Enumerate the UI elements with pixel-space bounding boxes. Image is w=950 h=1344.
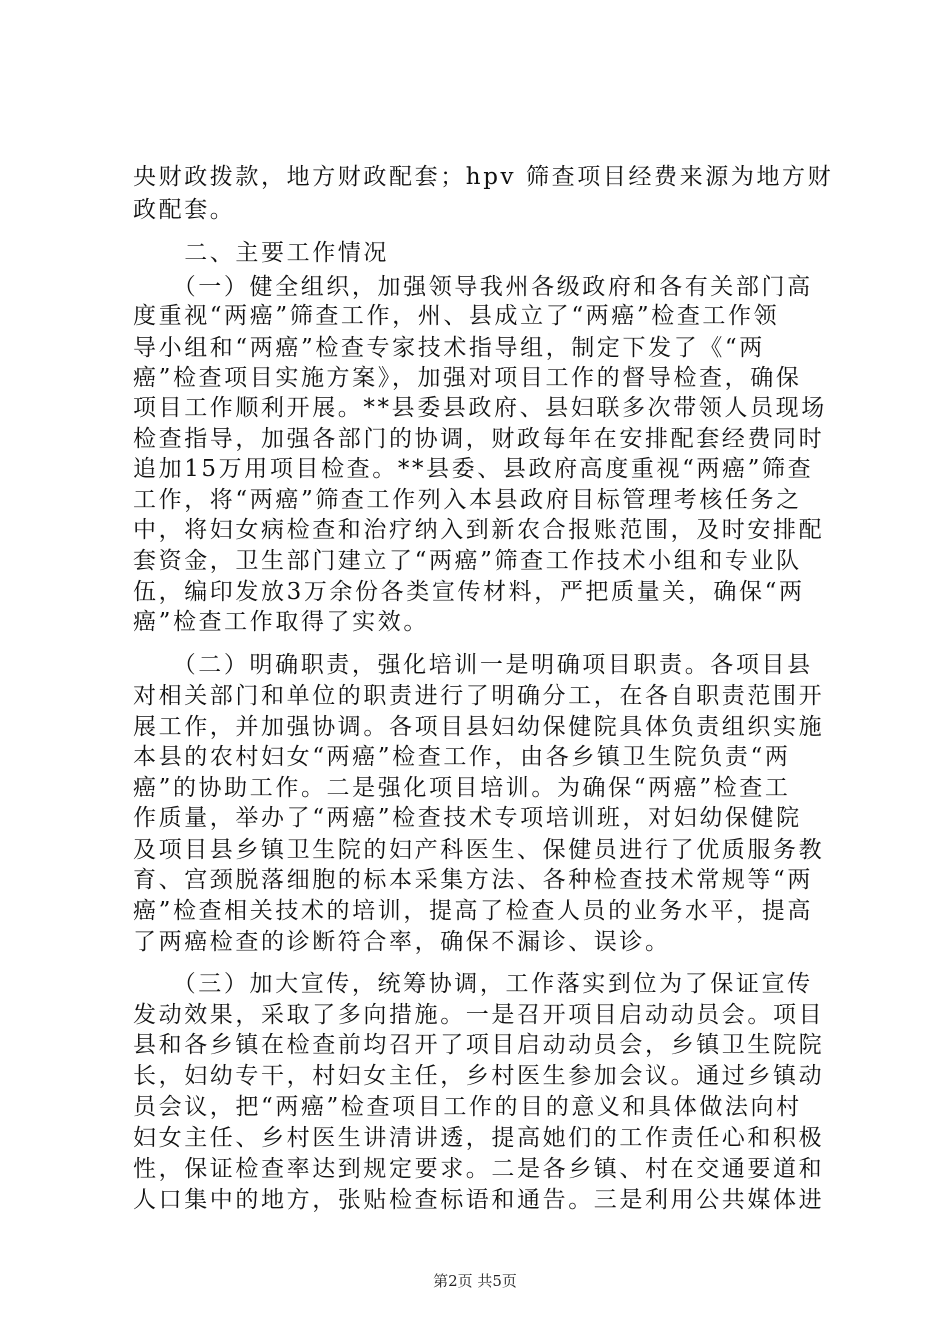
text-line: 性，保证检查率达到规定要求。二是各乡镇、村在交通要道和 <box>133 1156 825 1182</box>
text-line: 作质量，举办了“两癌”检查技术专项培训班，对妇幼保健院 <box>133 805 802 831</box>
text-line: 人口集中的地方，张贴检查标语和通告。三是利用公共媒体进 <box>133 1187 825 1213</box>
text-line: 中，将妇女病检查和治疗纳入到新农合报账范围，及时安排配 <box>133 517 825 543</box>
text-line: 癌”检查工作取得了实效。 <box>133 609 429 635</box>
page-footer: 第2页 共5页 <box>433 1272 517 1290</box>
text-line: 对相关部门和单位的职责进行了明确分工，在各自职责范围开 <box>133 683 825 709</box>
text-line: 及项目县乡镇卫生院的妇产科医生、保健员进行了优质服务教 <box>133 837 825 863</box>
text-line: 工作，将“两癌”筛查工作列入本县政府目标管理考核任务之 <box>133 487 802 513</box>
text-line: （一）健全组织，加强领导我州各级政府和各有关部门高 <box>133 274 813 300</box>
text-line: 度重视“两癌”筛查工作，州、县成立了“两癌”检查工作领 <box>133 303 780 329</box>
text-line: 癌”检查项目实施方案》，加强对项目工作的督导检查，确保 <box>133 365 802 391</box>
text-line: 妇女主任、乡村医生讲清讲透，提高她们的工作责任心和积极 <box>133 1125 825 1151</box>
text-line: 展工作，并加强协调。各项目县妇幼保健院具体负责组织实施 <box>133 714 825 740</box>
text-line: （二）明确职责，强化培训一是明确项目职责。各项目县 <box>133 652 813 678</box>
text-line: 癌”检查相关技术的培训，提高了检查人员的业务水平，提高 <box>133 898 813 924</box>
text-line: 项目工作顺利开展。**县委县政府、县妇联多次带领人员现场 <box>133 395 827 421</box>
text-line: 二、主要工作情况 <box>133 240 389 266</box>
text-line: 员会议，把“两癌”检查项目工作的目的意义和具体做法向村 <box>133 1094 802 1120</box>
text-line: 了两癌检查的诊断符合率，确保不漏诊、误诊。 <box>133 929 671 955</box>
text-line: 育、宫颈脱落细胞的标本采集方法、各种检查技术常规等“两 <box>133 867 813 893</box>
text-line: 伍，编印发放3万余份各类宣传材料，严把质量关，确保“两 <box>133 579 805 605</box>
text-line: 政配套。 <box>133 197 236 223</box>
text-line: 套资金，卫生部门建立了“两癌”筛查工作技术小组和专业队 <box>133 548 802 574</box>
text-line: 追加15万用项目检查。**县委、县政府高度重视“两癌”筛查 <box>133 456 814 482</box>
text-line: （三）加大宣传，统筹协调，工作落实到位为了保证宣传 <box>133 971 813 997</box>
text-line: 央财政拨款，地方财政配套；hpv 筛查项目经费来源为地方财 <box>133 164 834 190</box>
text-line: 本县的农村妇女“两癌”检查工作，由各乡镇卫生院负责“两 <box>133 744 791 770</box>
text-line: 发动效果，采取了多向措施。一是召开项目启动动员会。项目 <box>133 1002 825 1028</box>
text-line: 长，妇幼专干，村妇女主任，乡村医生参加会议。通过乡镇动 <box>133 1063 825 1089</box>
text-line: 县和各乡镇在检查前均召开了项目启动动员会，乡镇卫生院院 <box>133 1032 825 1058</box>
text-line: 检查指导，加强各部门的协调，财政每年在安排配套经费同时 <box>133 426 825 452</box>
text-line: 癌”的协助工作。二是强化项目培训。为确保“两癌”检查工 <box>133 775 791 801</box>
text-line: 导小组和“两癌”检查专家技术指导组，制定下发了《“两 <box>133 335 765 361</box>
